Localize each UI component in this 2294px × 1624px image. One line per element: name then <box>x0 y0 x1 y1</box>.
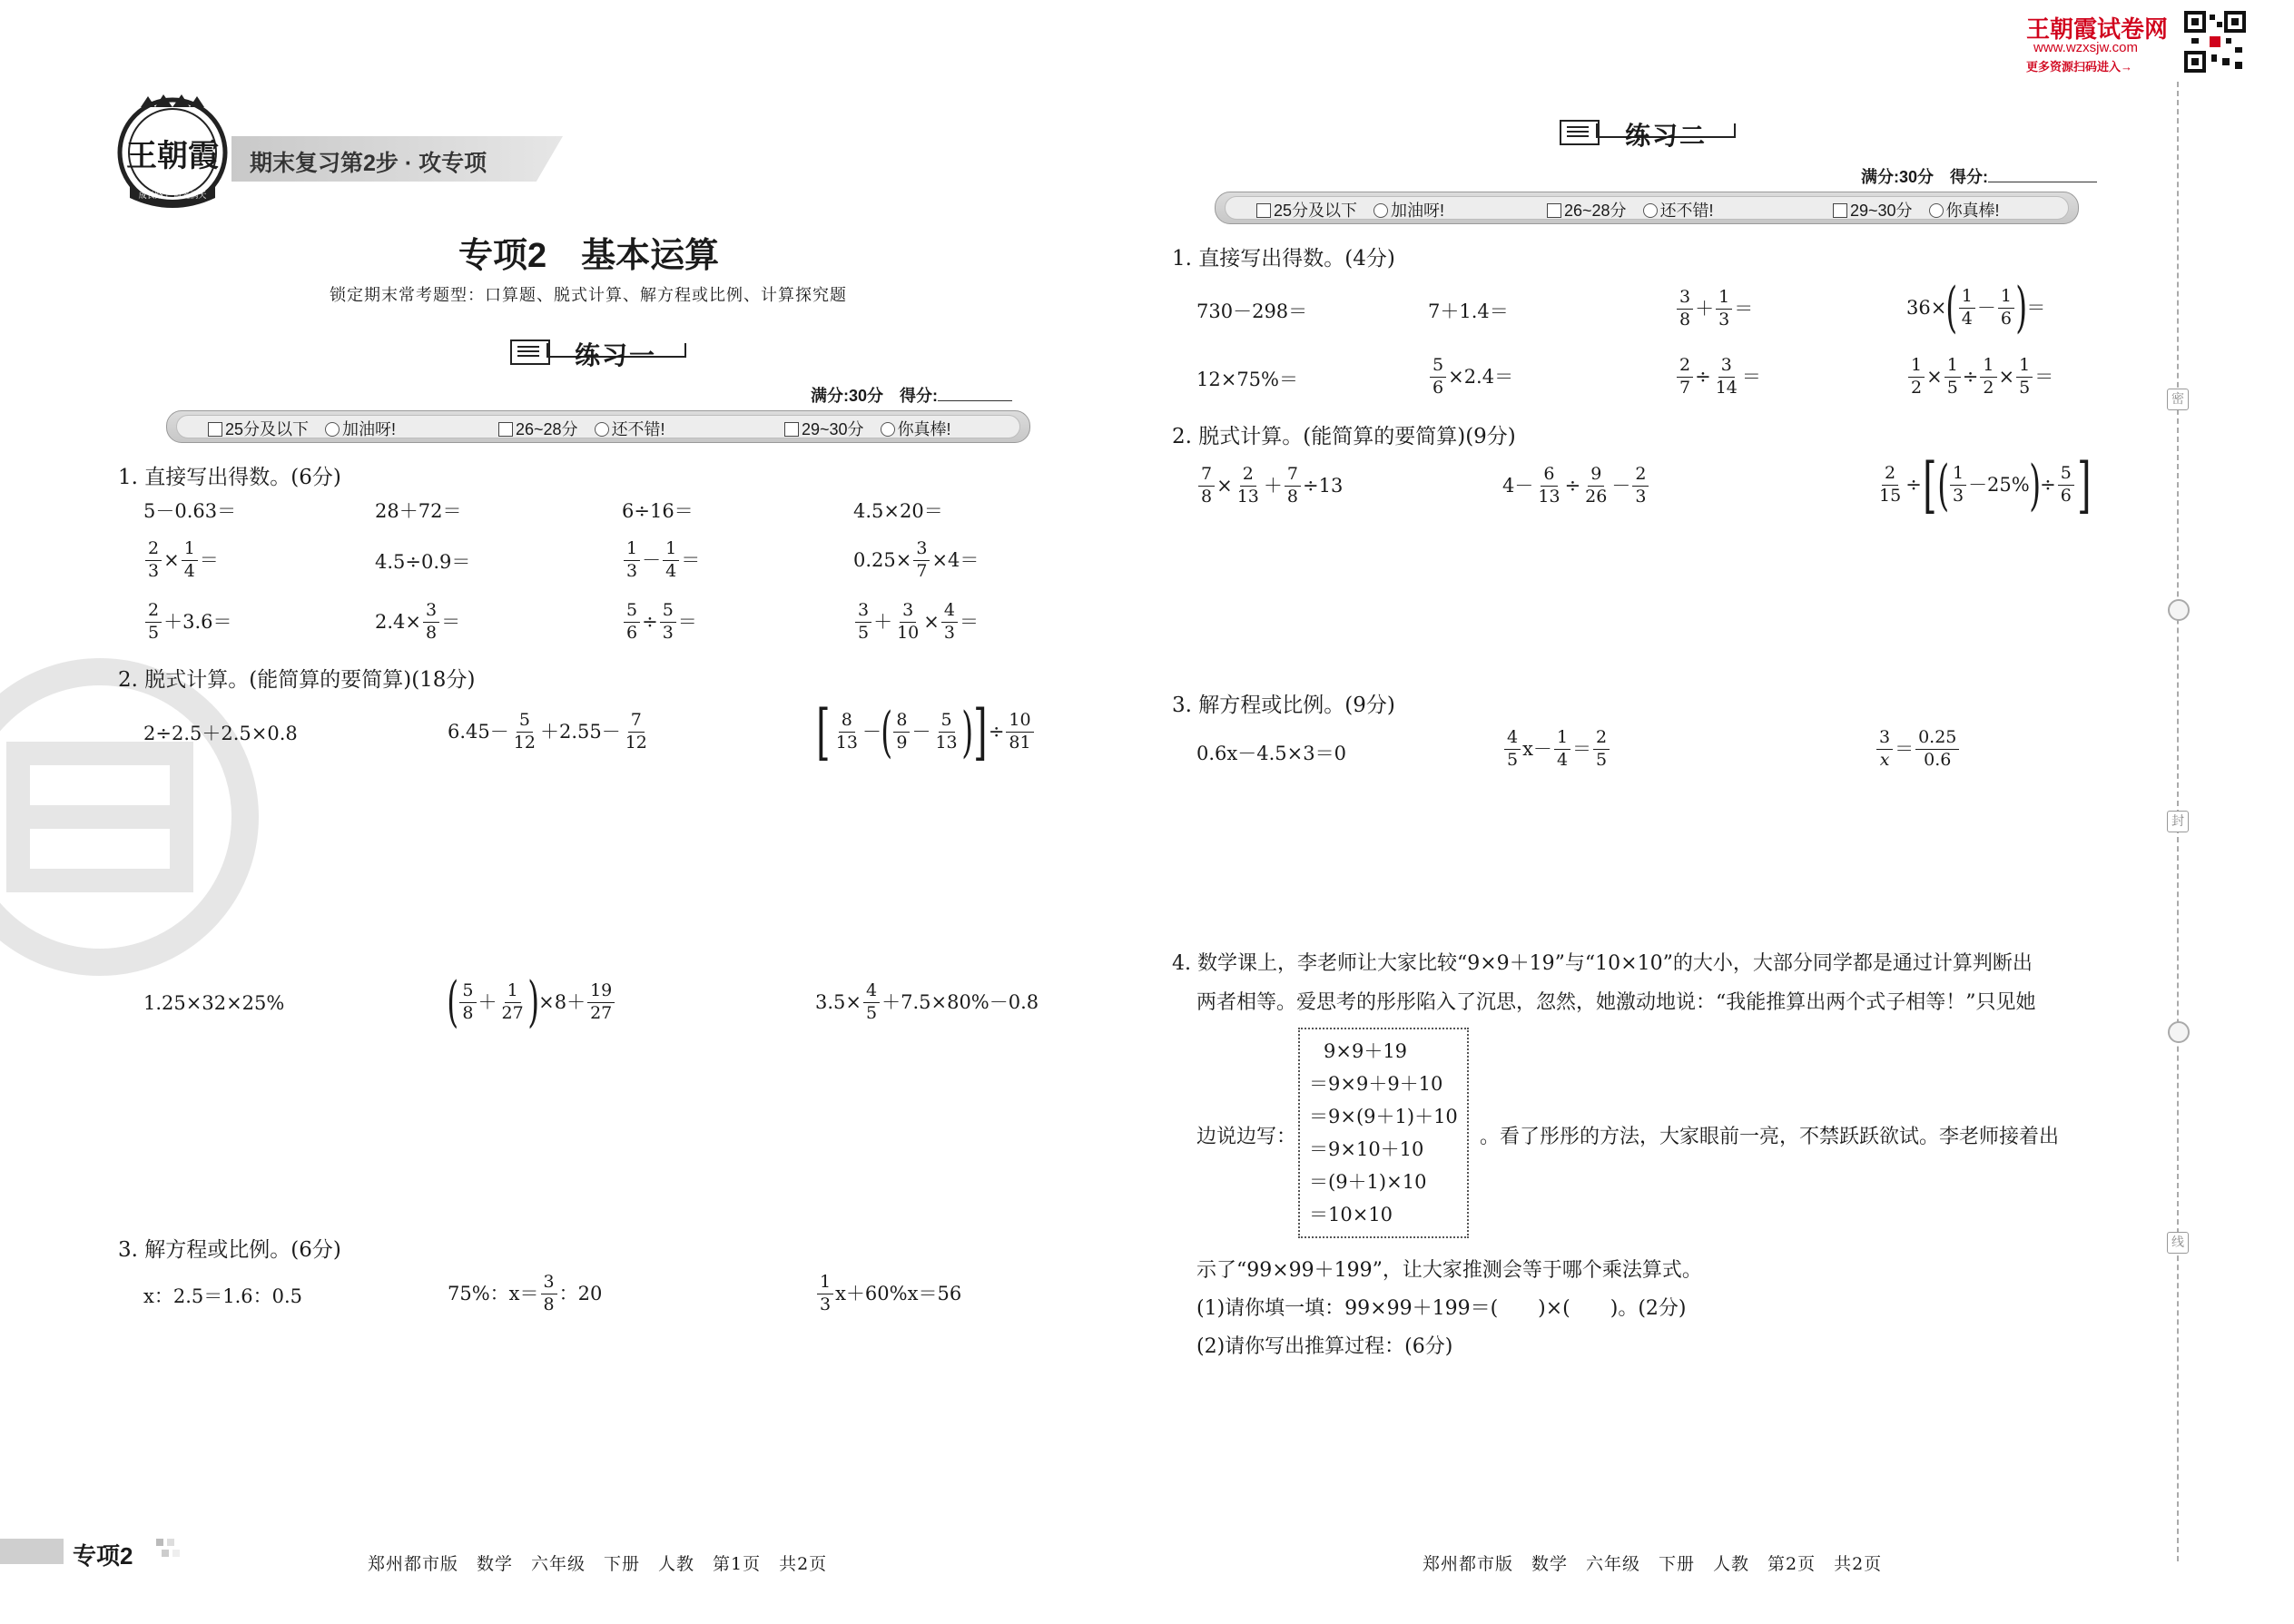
score-blank[interactable] <box>938 400 1012 401</box>
q1-title: 1. 直接写出得数。(4分) <box>1172 247 1395 271</box>
site-name: 王朝霞试卷网 <box>2026 15 2169 43</box>
expr-frac: ( $\frac{5}{8}$ ＋ $\frac{1}{27}$ ) ×8＋ $\frac{19}{27}$ <box>448 978 616 1027</box>
banner-text: 期末复习第2步 · 攻专项 <box>250 151 487 176</box>
derivation-line: ＝10×10 <box>1309 1204 1393 1225</box>
level-3: 29~30分 你真棒! <box>1833 198 2000 221</box>
score-level-bar <box>166 410 1030 443</box>
pencil-note-icon <box>510 340 550 365</box>
face-icon <box>1929 203 1944 218</box>
q4-line4: 示了“99×99＋199”，让大家推测会等于哪个乘法算式。 <box>1196 1259 1702 1282</box>
expr-frac: 3.5× $\frac{4}{5}$ ＋7.5×80%－0.8 <box>815 980 1039 1023</box>
section-title-2: 练习二 <box>1625 122 1708 150</box>
q4-sub2: (2)请你写出推算过程：(6分) <box>1196 1335 1453 1358</box>
footer-text: 郑州都市版 数学 六年级 下册 人教 第1页 共2页 <box>368 1554 828 1574</box>
face-icon <box>1643 203 1658 218</box>
checkbox-icon[interactable] <box>208 422 222 437</box>
expr-frac: $\frac{1}{3}$ x＋60%x＝56 <box>815 1274 961 1314</box>
q4-line3-pre: 边说边写： <box>1196 1126 1297 1148</box>
q3-title: 3. 解方程或比例。(9分) <box>1172 694 1395 717</box>
expr-frac: $\frac{2}{3}$ × $\frac{1}{4}$ ＝ <box>143 540 219 581</box>
expr-frac: 6.45－ $\frac{5}{12}$ ＋2.55－ $\frac{7}{12}$ <box>448 710 647 753</box>
q4-sub1[interactable]: (1)请你填一填：99×99＋199＝( )×( )。(2分) <box>1196 1297 1687 1320</box>
site-url[interactable]: www.wzxsjw.com <box>2033 40 2139 55</box>
side-mark-xian: 线 <box>2167 1232 2189 1254</box>
expr: 4.5÷0.9＝ <box>375 551 471 573</box>
brand-logo <box>113 91 231 209</box>
derivation-line: ＝(9＋1)×10 <box>1309 1171 1427 1193</box>
expr: 730－298＝ <box>1196 300 1308 322</box>
level-1: 25分及以下 加油呀! <box>1256 198 1444 221</box>
derivation-line: ＝9×9＋9＋10 <box>1309 1073 1443 1095</box>
logo-slogan: 成长路上 霞光满天 <box>138 192 207 201</box>
site-hint: 更多资源扫码进入→ <box>2026 60 2133 74</box>
footer-squares-icon <box>156 1539 183 1564</box>
expr-frac: 2.4× $\frac{3}{8}$ ＝ <box>375 600 461 643</box>
expr-frac: 75%：x＝ $\frac{3}{8}$ ：20 <box>448 1272 603 1314</box>
section-title-1: 练习一 <box>575 341 657 369</box>
expr-frac: $\frac{3}{5}$ ＋ $\frac{3}{10}$ × $\frac{4}{3}$ ＝ <box>853 602 979 643</box>
expr-frac: 36× ( $\frac{1}{4}$ － $\frac{1}{6}$ ) ＝ <box>1906 276 2046 340</box>
score-label: 满分:30分 得分: <box>811 383 1012 407</box>
derivation-line: ＝9×10＋10 <box>1309 1138 1424 1160</box>
side-mark-mi: 密 <box>2167 389 2189 410</box>
expr: 1.25×32×25% <box>143 992 285 1014</box>
derivation-line: 9×9＋19 <box>1324 1040 1408 1062</box>
binding-hole-icon <box>2168 599 2190 621</box>
face-icon <box>595 422 609 437</box>
q4-line3-post: 。看了彤彤的方法，大家眼前一亮，不禁跃跃欲试。李老师接着出 <box>1480 1126 2060 1148</box>
expr-frac: $\frac{4}{5}$ x－ $\frac{1}{4}$ ＝ $\frac{2}{5}$ <box>1502 729 1611 770</box>
side-mark-feng: 封 <box>2167 811 2189 832</box>
expr-frac: $\frac{7}{8}$ × $\frac{2}{13}$ ＋ $\frac{7}{8}$ ÷13 <box>1196 466 1343 507</box>
expr-frac: $\frac{1}{3}$ － $\frac{1}{4}$ ＝ <box>622 540 700 581</box>
page-subtitle: 锁定期末常考题型：口算题、脱式计算、解方程或比例、计算探究题 <box>330 286 847 305</box>
expr: 4.5×20＝ <box>853 500 943 522</box>
expr: 7＋1.4＝ <box>1428 300 1509 322</box>
expr: 12×75%＝ <box>1196 369 1298 390</box>
q4-line1: 4. 数学课上，李老师让大家比较“9×9＋19”与“10×10”的大小，大部分同学都是通过计算判断出 <box>1172 952 2033 975</box>
face-icon <box>1373 203 1388 218</box>
expr-frac: $\frac{3}{x}$ ＝ $\frac{0.25}{0.6}$ <box>1875 729 1961 770</box>
binding-hole-icon <box>2168 1021 2190 1043</box>
expr: 2÷2.5＋2.5×0.8 <box>143 723 298 744</box>
level-3: 29~30分 你真棒! <box>784 417 951 440</box>
expr-frac: [ $\frac{8}{13}$ － ( $\frac{8}{9}$ － $\frac{5}{13}$ ) ] ÷ $\frac{10}{81}$ <box>815 705 1036 759</box>
expr-frac: $\frac{2}{7}$ ÷ $\frac{3}{14}$ ＝ <box>1675 357 1761 398</box>
level-2: 26~28分 还不错! <box>1547 198 1714 221</box>
page-title: 专项2 基本运算 <box>458 237 720 275</box>
expr: 6÷16＝ <box>622 500 694 522</box>
expr-frac: $\frac{1}{2}$ × $\frac{1}{5}$ ÷ $\frac{1}{2}$ × $\frac{1}{5}$ ＝ <box>1906 357 2053 398</box>
expr-frac: $\frac{2}{5}$ ＋3.6＝ <box>143 602 232 643</box>
expr-frac: $\frac{5}{6}$ ×2.4＝ <box>1428 357 1513 398</box>
face-icon <box>325 422 340 437</box>
expr-frac: $\frac{3}{8}$ ＋ $\frac{1}{3}$ ＝ <box>1675 289 1753 330</box>
q2-title: 2. 脱式计算。(能简算的要简算)(9分) <box>1172 425 1516 448</box>
expr-frac: 0.25× $\frac{3}{7}$ ×4＝ <box>853 538 980 581</box>
pencil-note-icon <box>1560 120 1600 145</box>
footer-tag: 专项2 <box>73 1542 133 1570</box>
level-2: 26~28分 还不错! <box>498 417 665 440</box>
footer-text: 郑州都市版 数学 六年级 下册 人教 第2页 共2页 <box>1423 1554 1883 1574</box>
qr-code-icon[interactable] <box>2184 11 2246 73</box>
expr-frac: 4－ $\frac{6}{13}$ ÷ $\frac{9}{26}$ － $\frac{2}{3}$ <box>1502 466 1650 507</box>
derivation-box <box>1298 1028 1469 1238</box>
logo-text: 王朝霞 <box>126 138 219 174</box>
expr: 0.6x－4.5×3＝0 <box>1196 743 1346 764</box>
q3-title: 3. 解方程或比例。(6分) <box>118 1238 341 1262</box>
checkbox-icon[interactable] <box>1833 203 1847 218</box>
checkbox-icon[interactable] <box>784 422 799 437</box>
q1-title: 1. 直接写出得数。(6分) <box>118 466 341 489</box>
expr: 5－0.63＝ <box>143 500 237 522</box>
q4-line2: 两者相等。爱思考的彤彤陷入了沉思，忽然，她激动地说：“我能推算出两个式子相等！”只见她 <box>1196 991 2036 1014</box>
checkbox-icon[interactable] <box>498 422 513 437</box>
checkbox-icon[interactable] <box>1256 203 1271 218</box>
expr: x：2.5＝1.6：0.5 <box>143 1285 303 1307</box>
q2-title: 2. 脱式计算。(能简算的要简算)(18分) <box>118 668 476 692</box>
expr-frac: $\frac{5}{6}$ ÷ $\frac{5}{3}$ ＝ <box>622 602 697 643</box>
expr: 28＋72＝ <box>375 500 462 522</box>
checkbox-icon[interactable] <box>1547 203 1561 218</box>
expr-frac: $\frac{2}{15}$ ÷ [ ( $\frac{1}{3}$ －25% ) ÷ $\frac{5}{6}$ ] <box>1879 450 2092 520</box>
derivation-line: ＝9×(9＋1)＋10 <box>1309 1106 1458 1127</box>
score-label: 满分:30分 得分: <box>1861 164 2097 188</box>
score-level-bar <box>1215 192 2079 224</box>
face-icon <box>881 422 895 437</box>
level-1: 25分及以下 加油呀! <box>208 417 396 440</box>
footer-bar <box>0 1539 64 1564</box>
